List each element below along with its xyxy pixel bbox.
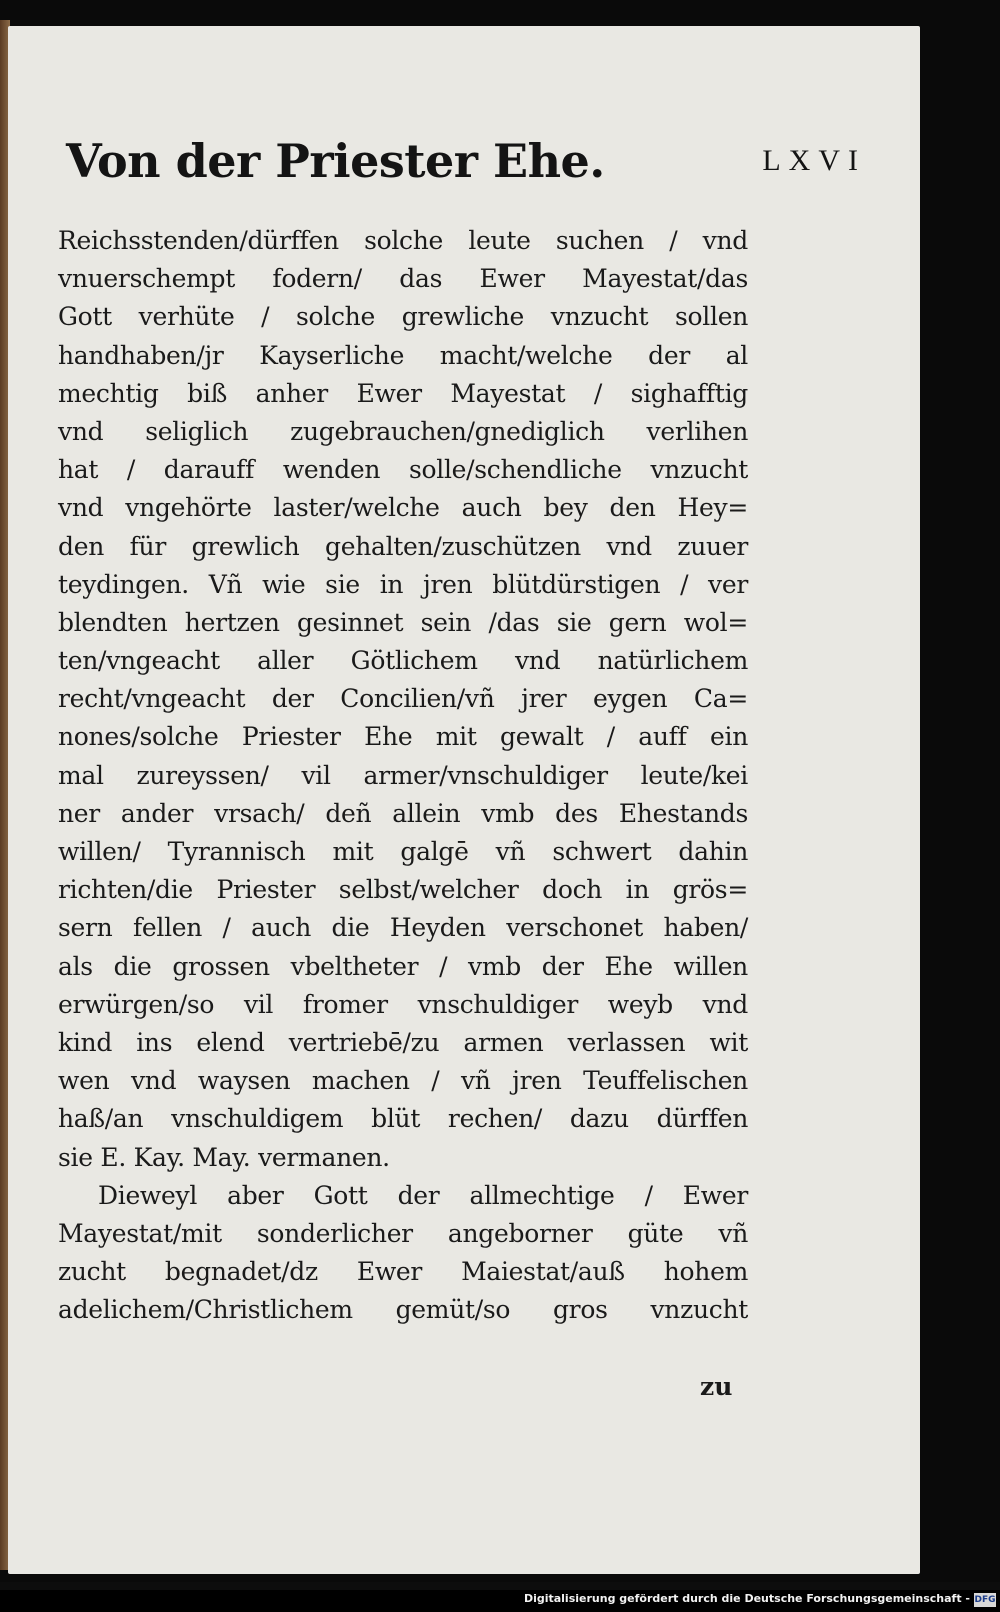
page-header (66, 134, 866, 224)
text-line: erwürgen/so vil fromer vnschuldiger weyb vnd (58, 989, 748, 1019)
text-line: Gott verhüte / solche grewliche vnzucht sollen (58, 302, 748, 332)
text-line: zucht begnadet/dz Ewer Maiestat/auß hohem (58, 1257, 748, 1287)
text-line: als die grossen vbeltheter / vmb der Ehe willen (58, 951, 748, 981)
text-line: vnuerschempt fodern/ das Ewer Mayestat/das (58, 264, 748, 294)
text-line: richten/die Priester selbst/welcher doch in grös= (58, 875, 748, 905)
footer-bar (0, 1590, 1000, 1612)
text-line: nones/solche Priester Ehe mit gewalt / auff ein (58, 722, 748, 752)
text-line: haß/an vnschuldigem blüt rechen/ dazu dürffen (58, 1104, 748, 1134)
text-line: mechtig biß anher Ewer Mayestat / sighafftig (58, 378, 748, 408)
running-head: Von der Priester Ehe. (66, 134, 605, 188)
funding-credit: Digitalisierung gefördert durch die Deutsche Forschungsgemeinschaft - (523, 1592, 970, 1605)
text-line: sern fellen / auch die Heyden verschonet haben/ (58, 913, 748, 943)
text-line: ner ander vrsach/ deñ allein vmb des Ehestands (58, 798, 748, 828)
text-line: teydingen. Vñ wie sie in jren blütdürstigen / ver (58, 569, 748, 599)
folio-number: LXVI (762, 144, 866, 177)
text-line: vnd vngehörte laster/welche auch bey den Hey= (58, 493, 748, 523)
text-line: Mayestat/mit sonderlicher angeborner güte vñ (58, 1218, 748, 1248)
text-line: handhaben/jr Kayserliche macht/welche der al (58, 340, 748, 370)
text-line: blendten hertzen gesinnet sein /das sie gern wol= (58, 607, 748, 637)
text-line: Reichsstenden/dürffen solche leute suchen / vnd (58, 226, 748, 255)
text-line-paragraph-end: sie E. Kay. May. vermanen. (58, 1142, 390, 1172)
text-line-paragraph-start: Dieweyl aber Gott der allmechtige / Ewer (98, 1180, 748, 1210)
book-page (8, 26, 920, 1574)
text-line: ten/vngeacht aller Götlichem vnd natürlichem (58, 646, 748, 676)
catchword: zu (700, 1372, 733, 1401)
text-line: hat / darauff wenden solle/schendliche vnzucht (58, 455, 748, 485)
text-line: vnd seliglich zugebrauchen/gnediglich verlihen (58, 416, 748, 446)
text-line: adelichem/Christlichem gemüt/so gros vnzucht (58, 1295, 748, 1325)
text-line: den für grewlich gehalten/zuschützen vnd zuuer (58, 531, 748, 561)
body-text (58, 222, 748, 1329)
text-line: wen vnd waysen machen / vñ jren Teuffelischen (58, 1066, 748, 1096)
text-line: recht/vngeacht der Concilien/vñ jrer eygen Ca= (58, 684, 748, 714)
text-line: mal zureyssen/ vil armer/vnschuldiger leute/kei (58, 760, 748, 790)
text-line: willen/ Tyrannisch mit galgē vñ schwert dahin (58, 837, 748, 866)
dfg-logo-icon: DFG (974, 1595, 996, 1605)
text-line: kind ins elend vertriebē/zu armen verlassen wit (58, 1027, 748, 1057)
